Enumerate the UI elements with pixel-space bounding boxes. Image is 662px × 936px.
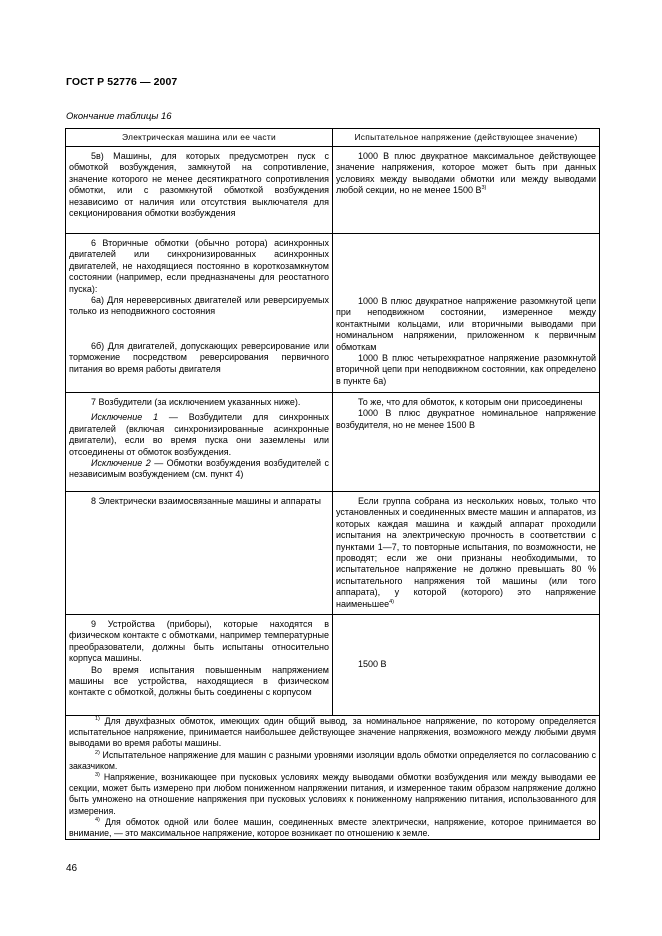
footnote-1: $^{1)}$ Для двухфазных обмоток, имеющих один общий вывод, за номинальное напряжение, по которому определяется испытательное напряжение, принимается наибольшее действующее значение напряжения, возможного между любыми двумя выводами во время работы машины.	[69, 716, 596, 749]
column-header-machine: Электрическая машина или ее части	[66, 129, 333, 147]
row-5v-text: 5в) Машины, для которых предусмотрен пуск с обмоткой возбуждения, замкнутой на сопротивление, значение которого не менее десятикратного сопротивления обмотки, или с разомкнутой обмоткой возбуждения независимо от наличия или отсутствия выключателя для секционирования обмотки возбуждения	[69, 151, 329, 219]
row-9-machine	[66, 615, 333, 716]
row-7-machine	[66, 393, 333, 492]
footnote-3: $^{3)}$ Напряжение, возникающее при пусковых условиях между выводами обмотки возбуждения или между выводами ее секции, может быть измерено при любом пониженном напряжении питания, и измеренное таким образом напряжение должно быть умножено на отношение напряжения при пусковых условиях к пониженному напряжению питания, использованного для измерения.	[69, 772, 596, 816]
table-header-row	[66, 129, 600, 147]
row-9-voltage-text: 1500 В	[358, 659, 387, 670]
row-5v-machine	[66, 147, 333, 234]
row-5v-voltage	[333, 147, 600, 234]
row-5v-voltage-text: 1000 В плюс двукратное максимальное действующее значение напряжения, которое может быть при данных условиях между выводами обмотки или между выводами любой секции, но не менее 1500 $В^{3)}$	[336, 151, 596, 196]
column-header-voltage: Испытательное напряжение (действующее значение)	[333, 129, 600, 147]
document-header: ГОСТ Р 52776 — 2007	[66, 76, 178, 88]
row-8-text: 8 Электрически взаимосвязанные машины и аппараты	[91, 496, 321, 506]
row-6-text: 6 Вторичные обмотки (обычно ротора) асинхронных двигателей или синхронизированных асинхронных двигателей, не находящиеся постоянно в короткозамкнутом состоянии (например, если предназначены для реостатного пуска):	[69, 238, 329, 294]
table-row-5v	[66, 147, 600, 234]
page-number: 46	[66, 863, 78, 874]
table-row-6	[66, 234, 600, 393]
test-voltage-table	[65, 128, 600, 840]
table-footnotes-row	[66, 716, 600, 840]
row-9-voltage	[333, 615, 600, 716]
row-6-voltage	[333, 234, 600, 393]
row-7-voltage-2: 1000 В плюс двукратное номинальное напряжение возбудителя, но не менее 1500 В	[336, 408, 596, 430]
table-footnotes	[66, 716, 600, 840]
row-6a-voltage: 1000 В плюс двукратное напряжение разомкнутой цепи при неподвижном состоянии, измеренное между контактными кольцами, или вторичными выводами при номинальном напряжении, приложенном к первичным обмоткам	[336, 296, 596, 352]
row-7-exception-1: Исключение 1 — Возбудители для синхронных двигателей (включая синхронизированные асинхронные двигатели), если во время пуска они заземлены или отсоединены от обмоток возбуждения.	[69, 412, 329, 457]
footnote-ref-3: 3)	[481, 185, 487, 192]
row-6b-voltage: 1000 В плюс четырехкратное напряжение разомкнутой вторичной цепи при неподвижном состоянии, как определено в пункте 6а)	[336, 353, 596, 386]
row-6b-text: 6б) Для двигателей, допускающих реверсирование или торможение посредством реверсирования первичного питания во время работы двигателя	[69, 340, 329, 374]
footnote-2: $^{2)}$ Испытательное напряжение для машин с разными уровнями изоляции вдоль обмотки определяется по согласованию с заказчиком.	[69, 749, 596, 771]
row-7-voltage-1: То же, что для обмоток, к которым они присоединены	[358, 397, 583, 407]
table-row-9	[66, 615, 600, 716]
row-8-voltage	[333, 492, 600, 615]
row-9-text-1: 9 Устройства (приборы), которые находятся в физическом контакте с обмотками, например температурные преобразователи, должны быть испытаны относительно корпуса машины.	[69, 619, 329, 664]
table-row-7	[66, 393, 600, 492]
row-9-text-2: Во время испытания повышенным напряжением машины все устройства, находящиеся в физическом контакте с обмоткой, должны быть соединены с корпусом	[69, 664, 329, 698]
row-8-voltage-text: Если группа собрана из нескольких новых, только что установленных и соединенных вместе машин и аппаратов, из которых каждая машина и каждый аппарат проходили испытания на электрическую прочность в соответствии с пунктами 1—7, то повторные испытания, по возможности, не проводят; если же они признаны необходимыми, то испытательное напряжение не должно превышать 80 % испытательного напряжения той машины (или того аппарата), у которой (которого) это напряжение наименьшее$^{4)}$	[336, 496, 596, 609]
row-8-machine	[66, 492, 333, 615]
row-7-voltage	[333, 393, 600, 492]
footnote-ref-4: 4)	[389, 598, 394, 605]
row-7-text: 7 Возбудители (за исключением указанных ниже).	[91, 397, 301, 407]
footnote-4: $^{4)}$ Для обмоток одной или более машин, соединенных вместе электрически, напряжение, которое принимается во внимание, — это максимальное напряжение, которое возникает по отношению к земле.	[69, 816, 596, 839]
row-7-exception-2: Исключение 2 — Обмотки возбуждения возбудителей с независимым возбуждением (см. пункт 4)	[69, 458, 329, 480]
row-6-machine	[66, 234, 333, 393]
row-6a-text: 6а) Для нереверсивных двигателей или реверсируемых только из неподвижного состояния	[69, 295, 329, 317]
table-row-8	[66, 492, 600, 615]
table-caption: Окончание таблицы 16	[66, 111, 172, 122]
